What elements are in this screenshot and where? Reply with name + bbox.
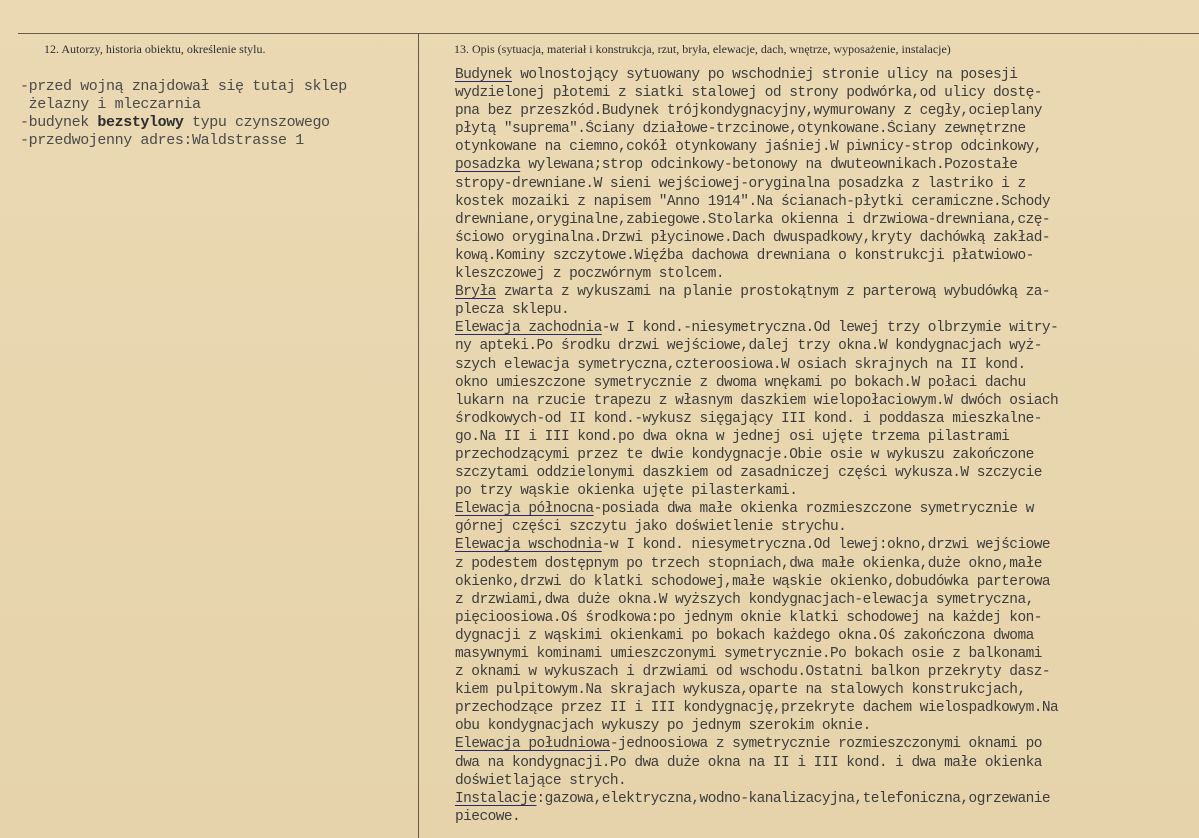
description-line bbox=[455, 265, 1195, 283]
description-text: lukarn na rzucie trapezu z własnym daszkiem wielopołaciowym.W dwóch osiach bbox=[455, 392, 1059, 409]
description-line bbox=[455, 138, 1195, 156]
description-line bbox=[455, 518, 1195, 536]
description-line bbox=[455, 754, 1195, 772]
description-line bbox=[455, 591, 1195, 609]
description-line bbox=[455, 337, 1195, 355]
description-text: okienko,drzwi do klatki schodowej,małe wąskie okienko,dobudówka parterowa bbox=[455, 573, 1051, 590]
section-13-header: 13. Opis (sytuacja, materiał i konstrukcja, rzut, bryła, elewacje, dach, wnętrze, wyposażenie, instalacje) bbox=[454, 42, 951, 56]
description-text: szczytami oddzielonymi daszkiem od zasadniczej części wykusza.W szczycie bbox=[455, 465, 1042, 482]
description-text: drewniane,oryginalne,zabiegowe.Stolarka okienna i drzwiowa-drewniana,czę- bbox=[455, 211, 1051, 228]
description-text: wolnostojący sytuowany po wschodniej stronie ulicy na posesji bbox=[512, 67, 1018, 83]
description-line bbox=[455, 735, 1195, 753]
description-line bbox=[455, 717, 1195, 735]
description-text: z oknami w wykuszach i drzwiami od wschodu.Ostatni balkon przekryty dasz- bbox=[455, 664, 1051, 681]
description-text: wylewana;strop odcinkowy-betonowy na dwuteownikach.Pozostałe bbox=[520, 157, 1018, 174]
description-line bbox=[455, 102, 1195, 120]
description-text: pięcioosiowa.Oś środkowa:po jednym oknie klatki schodowej na każdej kon- bbox=[455, 609, 1042, 626]
underlined-keyword: Elewacja wschodnia bbox=[455, 537, 602, 554]
description-text: okno umieszczone symetrycznie z dwoma wnękami po bokach.W połaci dachu bbox=[455, 374, 1026, 391]
description-line bbox=[455, 374, 1195, 392]
description-line bbox=[455, 627, 1195, 645]
description-text: środkowych-od II kond.-wykusz sięgający III kond. i poddasza mieszkalne- bbox=[455, 410, 1042, 427]
description-line bbox=[455, 319, 1195, 337]
note-line: -budynek bbox=[20, 114, 98, 131]
description-text: -jednoosiowa z symetrycznie rozmieszczonymi oknami po bbox=[609, 736, 1042, 753]
description-text: dwa na kondygnacji.Po dwa duże okna na II i III kond. i dwa małe okienka bbox=[455, 754, 1042, 771]
note-line: -przed wojną znajdował się tutaj sklep bbox=[20, 78, 347, 95]
description-text: kiem pulpitowym.Na skrajach wykusza,oparte na stalowych konstrukcjach, bbox=[455, 682, 1026, 699]
description-line bbox=[455, 573, 1195, 591]
description-line bbox=[455, 609, 1195, 627]
description-text: wydzielonej płotemi z siatki stalowej od strony podwórka,od ulicy dostę- bbox=[455, 85, 1042, 102]
description-line bbox=[455, 482, 1195, 500]
building-description bbox=[455, 66, 1195, 826]
note-line: typu czynszowego bbox=[183, 114, 330, 131]
description-line bbox=[455, 120, 1195, 138]
description-line bbox=[455, 699, 1195, 717]
description-line bbox=[455, 283, 1195, 301]
description-line bbox=[455, 193, 1195, 211]
description-text: górnej części szczytu jako doświetlenie strychu. bbox=[455, 519, 847, 536]
description-line bbox=[455, 356, 1195, 374]
description-line bbox=[455, 84, 1195, 102]
description-text: kleszczowej z poczwórnym stolcem. bbox=[455, 266, 724, 283]
description-line bbox=[455, 555, 1195, 573]
description-text: z podestem dostępnym po trzech stopniach,dwa małe okienka,duże okno,małe bbox=[455, 555, 1042, 572]
description-text: przechodzącymi przez te dwie kondygnacje.Obie osie w wykuszu zakończone bbox=[455, 446, 1034, 463]
description-text: -posiada dwa małe okienka rozmieszczone symetrycznie w bbox=[593, 501, 1034, 518]
column-divider bbox=[418, 34, 419, 838]
description-line bbox=[455, 464, 1195, 482]
description-line bbox=[455, 175, 1195, 193]
description-line bbox=[455, 156, 1195, 174]
description-line bbox=[455, 410, 1195, 428]
description-text: kową.Kominy szczytowe.Więźba dachowa drewniana o konstrukcji płatwiowo- bbox=[455, 247, 1034, 264]
description-text: stropy-drewniane.W sieni wejściowej-oryginalna posadzka z lastriko i z bbox=[455, 175, 1026, 192]
underlined-keyword: Budynek bbox=[455, 67, 513, 83]
description-text: go.Na II i III kond.po dwa okna w jednej osi ujęte trzema pilastrami bbox=[455, 428, 1010, 445]
description-text: dygnacji z wąskimi okienkami po bokach każdego okna.Oś zakończona dwoma bbox=[455, 627, 1034, 644]
description-text: :gazowa,elektryczna,wodno-kanalizacyjna,telefoniczna,ogrzewanie bbox=[536, 790, 1051, 807]
description-text: obu kondygnacjach wykuszy po jednym szerokim oknie. bbox=[455, 718, 871, 735]
section-12-header: 12. Autorzy, historia obiektu, określenie stylu. bbox=[44, 42, 266, 56]
underlined-keyword: posadzka bbox=[455, 157, 521, 174]
description-text: przechodzące przez II i III kondygnację,przekryte dachem wielospadkowym.Na bbox=[455, 700, 1059, 717]
description-line bbox=[455, 536, 1195, 554]
description-line bbox=[455, 211, 1195, 229]
underlined-keyword: Elewacja zachodnia bbox=[455, 320, 602, 337]
description-line bbox=[455, 66, 1195, 84]
description-text: z drzwiami,dwa duże okna.W wyższych kondygnacjach-elewacja symetryczna, bbox=[455, 591, 1034, 608]
description-text: szych elewacja symetryczna,czteroosiowa.W osiach skrajnych na II kond. bbox=[455, 356, 1026, 373]
note-line: żelazny i mleczarnia bbox=[20, 96, 201, 113]
description-text: masywnymi kominami umieszczonymi symetrycznie.Po bokach osie z balkonami bbox=[455, 646, 1042, 662]
description-text: otynkowane na ciemno,cokół otynkowany jaśniej.W piwnicy-strop odcinkowy, bbox=[455, 139, 1042, 156]
description-text: doświetlające strych. bbox=[455, 772, 627, 789]
description-text: pna bez przeszkód.Budynek trójkondygnacyjny,wymurowany z cegły,ocieplany bbox=[455, 103, 1042, 120]
description-text: zwarta z wykuszami na planie prostokątnym z parterową wybudówką za- bbox=[495, 284, 1051, 301]
description-text: kostek mozaiki z napisem "Anno 1914".Na ścianach-płytki ceramiczne.Schody bbox=[455, 193, 1051, 210]
description-line bbox=[455, 808, 1195, 826]
description-line bbox=[455, 772, 1195, 790]
description-line bbox=[455, 229, 1195, 247]
underlined-keyword: Elewacja północna bbox=[455, 501, 594, 518]
underlined-keyword: Elewacja południowa bbox=[455, 736, 610, 753]
description-line bbox=[455, 663, 1195, 681]
description-line bbox=[455, 446, 1195, 464]
underlined-keyword: Instalacje bbox=[455, 790, 537, 807]
description-line bbox=[455, 681, 1195, 699]
history-notes bbox=[20, 78, 415, 150]
description-text: ny apteki.Po środku drzwi wejściowe,dalej trzy okna.W kondygnacjach wyż- bbox=[455, 338, 1042, 355]
description-text: piecowe. bbox=[455, 808, 521, 825]
description-line bbox=[455, 428, 1195, 446]
style-keyword: bezstylowy bbox=[97, 114, 184, 131]
header-rule-right bbox=[418, 33, 1199, 34]
description-text: płytą "suprema".Ściany działowe-trzcinowe,otynkowane.Ściany zewnętrzne bbox=[455, 121, 1026, 138]
description-text: plecza sklepu. bbox=[455, 302, 570, 319]
description-line bbox=[455, 301, 1195, 319]
description-text: -w I kond. niesymetryczna.Od lewej:okno,drzwi wejściowe bbox=[601, 537, 1051, 554]
header-rule-left bbox=[18, 33, 418, 34]
description-line bbox=[455, 500, 1195, 518]
description-line bbox=[455, 392, 1195, 410]
description-text: -w I kond.-niesymetryczna.Od lewej trzy olbrzymie witry- bbox=[601, 320, 1059, 337]
description-line bbox=[455, 247, 1195, 265]
underlined-keyword: Bryła bbox=[455, 284, 496, 301]
description-text: po trzy wąskie okienka ujęte pilasterkami. bbox=[455, 483, 798, 500]
description-line bbox=[455, 790, 1195, 808]
description-line bbox=[455, 645, 1195, 663]
note-line: -przedwojenny adres:Waldstrasse 1 bbox=[20, 132, 304, 149]
description-text: ściowo oryginalna.Drzwi płycinowe.Dach dwuspadkowy,kryty dachówką zakład- bbox=[455, 229, 1051, 246]
